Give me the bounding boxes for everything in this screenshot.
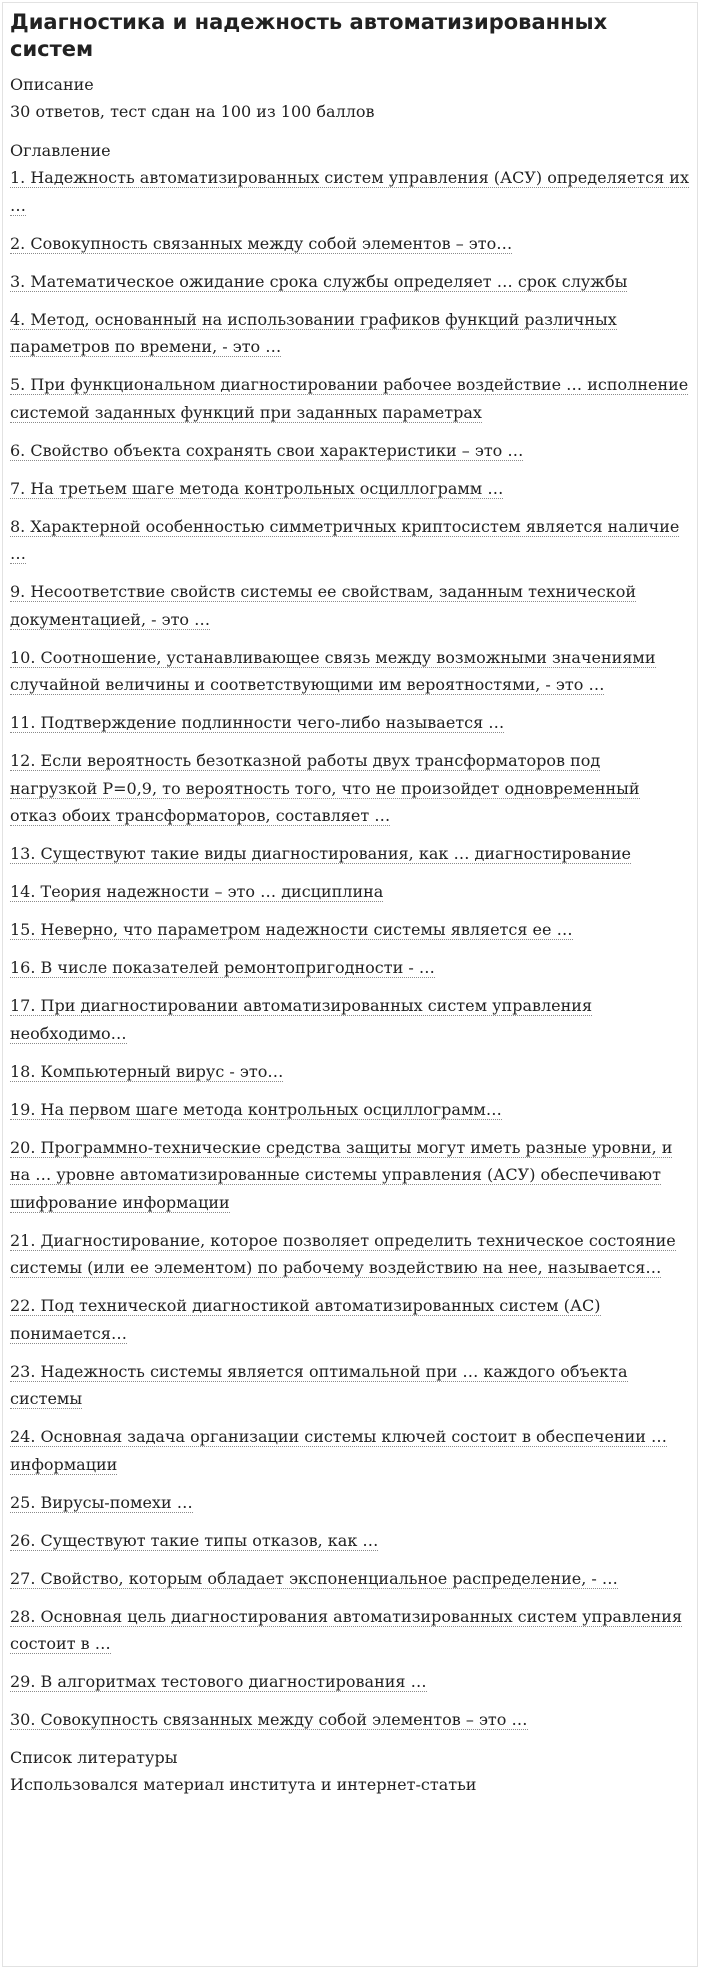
- toc-item-link[interactable]: 3. Математическое ожидание срока службы определяет … срок службы: [10, 271, 628, 291]
- toc-item-link[interactable]: 28. Основная цель диагностирования автоматизированных систем управления состоит в …: [10, 1606, 683, 1653]
- toc-item: [10, 1058, 689, 1086]
- toc-item: [10, 230, 689, 258]
- toc-item: [10, 1134, 689, 1217]
- toc-item-link[interactable]: 8. Характерной особенностью симметричных криптосистем является наличие …: [10, 516, 680, 563]
- toc-item-link[interactable]: 9. Несоответствие свойств системы ее свойствам, заданным технической документацией, - это …: [10, 582, 637, 629]
- toc-item-link[interactable]: 24. Основная задача организации системы ключей состоит в обеспечении … информации: [10, 1427, 667, 1474]
- toc-item-link[interactable]: 30. Совокупность связанных между собой элементов – это …: [10, 1710, 528, 1729]
- toc-item-link[interactable]: 12. Если вероятность безотказной работы двух трансформаторов под нагрузкой P=0,9, то вероятность того, что не произойдет одновременный отказ обоих трансформаторов, составляет …: [10, 751, 640, 825]
- toc-item-link[interactable]: 29. В алгоритмах тестового диагностирования …: [10, 1672, 427, 1691]
- toc-item-link[interactable]: 5. При функциональном диагностировании рабочее воздействие … исполнение системой заданных функций при заданных параметрах: [10, 375, 689, 422]
- toc-item-link[interactable]: 10. Соотношение, устанавливающее связь между возможными значениями случайной величины и соответствующими им вероятностями, - это …: [10, 647, 656, 694]
- toc-item-link[interactable]: 2. Совокупность связанных между собой элементов – это…: [10, 233, 513, 253]
- toc-item: [10, 268, 689, 296]
- toc-item-link[interactable]: 14. Теория надежности – это … дисциплина: [10, 882, 384, 901]
- toc-item-link[interactable]: 25. Вирусы-помехи …: [10, 1492, 193, 1512]
- toc-item: [10, 916, 689, 944]
- toc-item: [10, 709, 689, 737]
- toc-item: [10, 1603, 689, 1658]
- document-page: [2, 2, 698, 1967]
- toc-item: [10, 992, 689, 1047]
- toc-item: [10, 164, 689, 219]
- toc-item: [10, 437, 689, 465]
- toc-item: [10, 1527, 689, 1555]
- toc-section: [10, 137, 689, 1734]
- toc-item: [10, 371, 689, 426]
- toc-item-link[interactable]: 20. Программно-технические средства защиты могут иметь разные уровни, и на … уровне автоматизированные системы управления (АСУ) обеспечивают шифрование информации: [10, 1137, 673, 1212]
- toc-item: [10, 644, 689, 699]
- toc-item-link[interactable]: 7. На третьем шаге метода контрольных осциллограмм …: [10, 478, 504, 498]
- description-text: 30 ответов, тест сдан на 100 из 100 баллов: [10, 102, 375, 121]
- toc-item: [10, 475, 689, 503]
- toc-item: [10, 878, 689, 906]
- description-section: [10, 71, 689, 125]
- toc-item-link[interactable]: 18. Компьютерный вирус - это…: [10, 1061, 284, 1081]
- toc-item: [10, 306, 689, 361]
- literature-label: Список литературы: [10, 1748, 178, 1767]
- toc-item-link[interactable]: 6. Свойство объекта сохранять свои характеристики – это …: [10, 440, 524, 460]
- toc-item-link[interactable]: 21. Диагностирование, которое позволяет определить техническое состояние системы (или ее элементом) по рабочему воздействию на нее, называется…: [10, 1230, 676, 1277]
- toc-item-link[interactable]: 19. На первом шаге метода контрольных осциллограмм…: [10, 1099, 502, 1119]
- toc-item: [10, 840, 689, 868]
- toc-item-link[interactable]: 26. Существуют такие типы отказов, как …: [10, 1530, 379, 1550]
- toc-item: [10, 1096, 689, 1124]
- description-label: Описание: [10, 75, 94, 94]
- toc-item: [10, 1423, 689, 1478]
- toc-item: [10, 1358, 689, 1413]
- toc-label: Оглавление: [10, 141, 111, 160]
- toc-item-link[interactable]: 15. Неверно, что параметром надежности системы является ее …: [10, 920, 573, 939]
- toc-item-link[interactable]: 16. В числе показателей ремонтопригодности - …: [10, 958, 435, 977]
- toc-item-link[interactable]: 11. Подтверждение подлинности чего-либо называется …: [10, 713, 505, 732]
- toc-item-link[interactable]: 4. Метод, основанный на использовании графиков функций различных параметров по времени, - это …: [10, 309, 617, 356]
- toc-item: [10, 578, 689, 633]
- toc-item-link[interactable]: 17. При диагностировании автоматизированных систем управления необходимо…: [10, 996, 593, 1043]
- toc-item: [10, 1292, 689, 1347]
- toc-item: [10, 1565, 689, 1593]
- literature-text: Использовался материал института и интернет-статьи: [10, 1775, 477, 1794]
- toc-item-link[interactable]: 27. Свойство, которым обладает экспоненциальное распределение, - …: [10, 1568, 618, 1588]
- page-title: Диагностика и надежность автоматизированных систем: [10, 10, 608, 61]
- toc-item: [10, 954, 689, 982]
- toc-item: [10, 747, 689, 830]
- toc-item: [10, 1489, 689, 1517]
- toc-item-link[interactable]: 23. Надежность системы является оптимальной при … каждого объекта системы: [10, 1361, 628, 1408]
- toc-item: [10, 1668, 689, 1696]
- toc-item-link[interactable]: 1. Надежность автоматизированных систем управления (АСУ) определяется их …: [10, 168, 689, 215]
- toc-item-link[interactable]: 22. Под технической диагностикой автоматизированных систем (АС) понимается…: [10, 1296, 601, 1343]
- toc-item: [10, 513, 689, 568]
- literature-section: [10, 1744, 689, 1798]
- toc-item-link[interactable]: 13. Существуют такие виды диагностирования, как … диагностирование: [10, 844, 631, 863]
- toc-item: [10, 1227, 689, 1282]
- toc-item: [10, 1706, 689, 1734]
- toc-list: [10, 164, 689, 1734]
